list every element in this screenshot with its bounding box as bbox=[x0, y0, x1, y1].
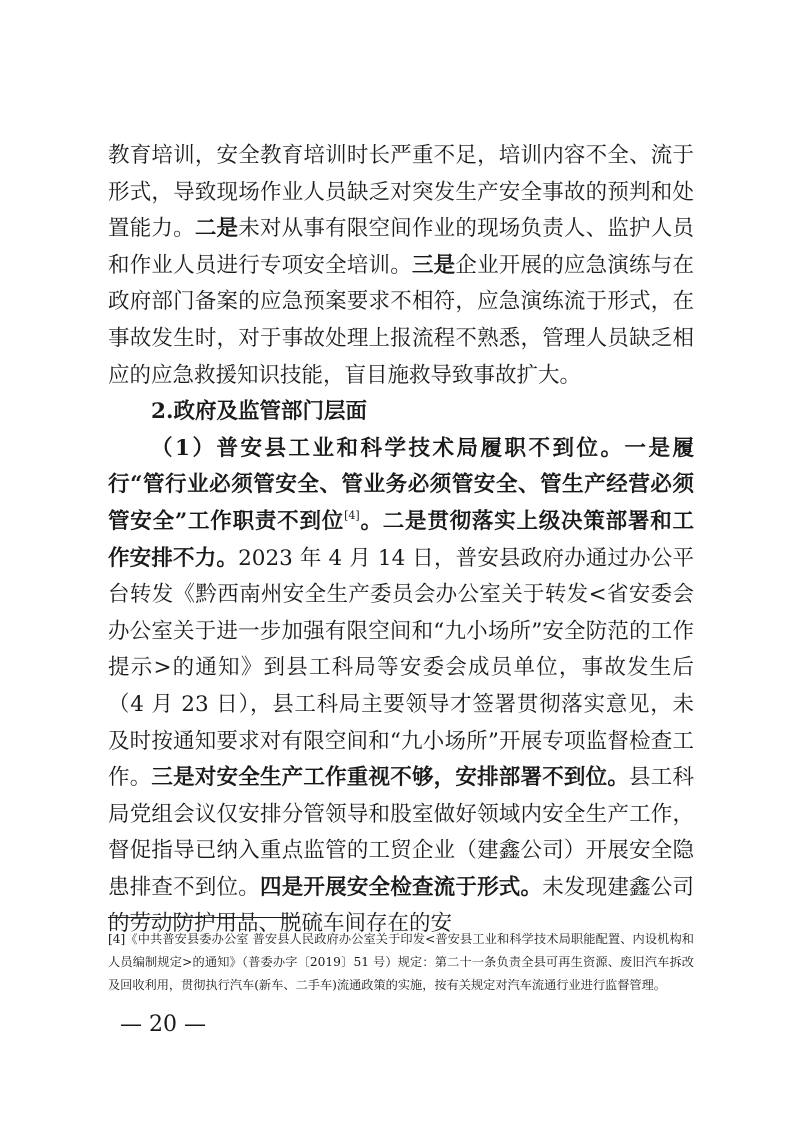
point-lead-four: 四是开展安全检查流于形式。 bbox=[259, 874, 543, 900]
point-lead-three: 三是 bbox=[411, 252, 456, 278]
paragraph-text: 企业开展的应急演练与在政府部门备案的应急预案要求不相符，应急演练流于形式，在事故发生时，对于事故处理上报流程不熟悉，管理人员缺乏相应的应急救援知识技能，盲目施救导致事故扩大。 bbox=[108, 252, 694, 388]
paragraph-text: 2023 年 4 月 14 日，普安县政府办通过办公平台转发《黔西南州安全生产委员会办公室关于转发<省安委会办公室关于进一步加强有限空间和“九小场所”安全防范的工作提示>的通知》到县工科局等安委会成员单位，事故发生后（4 月 23 日），县工科局主要领导才签署贯彻落实意见，未及时按通知要求对有限空间和“九小场所”开展专项监督检查工作。 bbox=[108, 545, 694, 791]
footnote-reference[interactable]: [4] bbox=[344, 508, 360, 522]
paragraph-enterprise-training bbox=[108, 138, 694, 394]
paragraph-text: 未对从事有限空间作业的现场负责人、监护人员和作业人员进行专项安全培训。 bbox=[108, 216, 694, 278]
point-lead-two: 二是 bbox=[194, 216, 239, 242]
point-lead-two: 。二是贯彻落实上级决策部署和工作安排不力。 bbox=[108, 508, 694, 571]
footnote-divider bbox=[108, 917, 298, 918]
point-lead-three: 三是对安全生产工作重视不够，安排部署不到位。 bbox=[151, 765, 630, 791]
page-number: — 20 — bbox=[120, 1012, 206, 1037]
paragraph-text: 教育培训，安全教育培训时长严重不足，培训内容不全、流于形式，导致现场作业人员缺乏对突发生产安全事故的预判和处置能力。 bbox=[108, 143, 694, 242]
subsection-lead: （1）普安县工业和科学技术局履职不到位。一是履行“管行业必须管安全、管业务必须管安全、管生产经营必须管安全”工作职责不到位 bbox=[108, 435, 694, 534]
section-heading: 2.政府及监管部门层面 bbox=[151, 399, 367, 425]
paragraph-bureau-duty bbox=[108, 431, 694, 943]
paragraph-text: 县工科局党组会议仅安排分管领导和股室做好领域内安全生产工作，督促指导已纳入重点监管的工贸企业（建鑫公司）开展安全隐患排查不到位。 bbox=[108, 765, 694, 900]
body-text bbox=[108, 138, 694, 943]
paragraph-text: 未发现建鑫公司的劳动防护用品、脱硫车间存在的安 bbox=[108, 874, 694, 937]
footnote: [4]《中共普安县委办公室 普安县人民政府办公室关于印发<普安县工业和科学技术局职能配置、内设机构和人员编制规定>的通知》（普委办字〔2019〕51 号）规定：第二十一条负责全县可再生资源、废旧汽车拆改及回收利用，贯彻执行汽车(新车、二手车)流通政策的实施，按有关规定对汽车流通行业进行监督管理。 bbox=[108, 932, 694, 992]
